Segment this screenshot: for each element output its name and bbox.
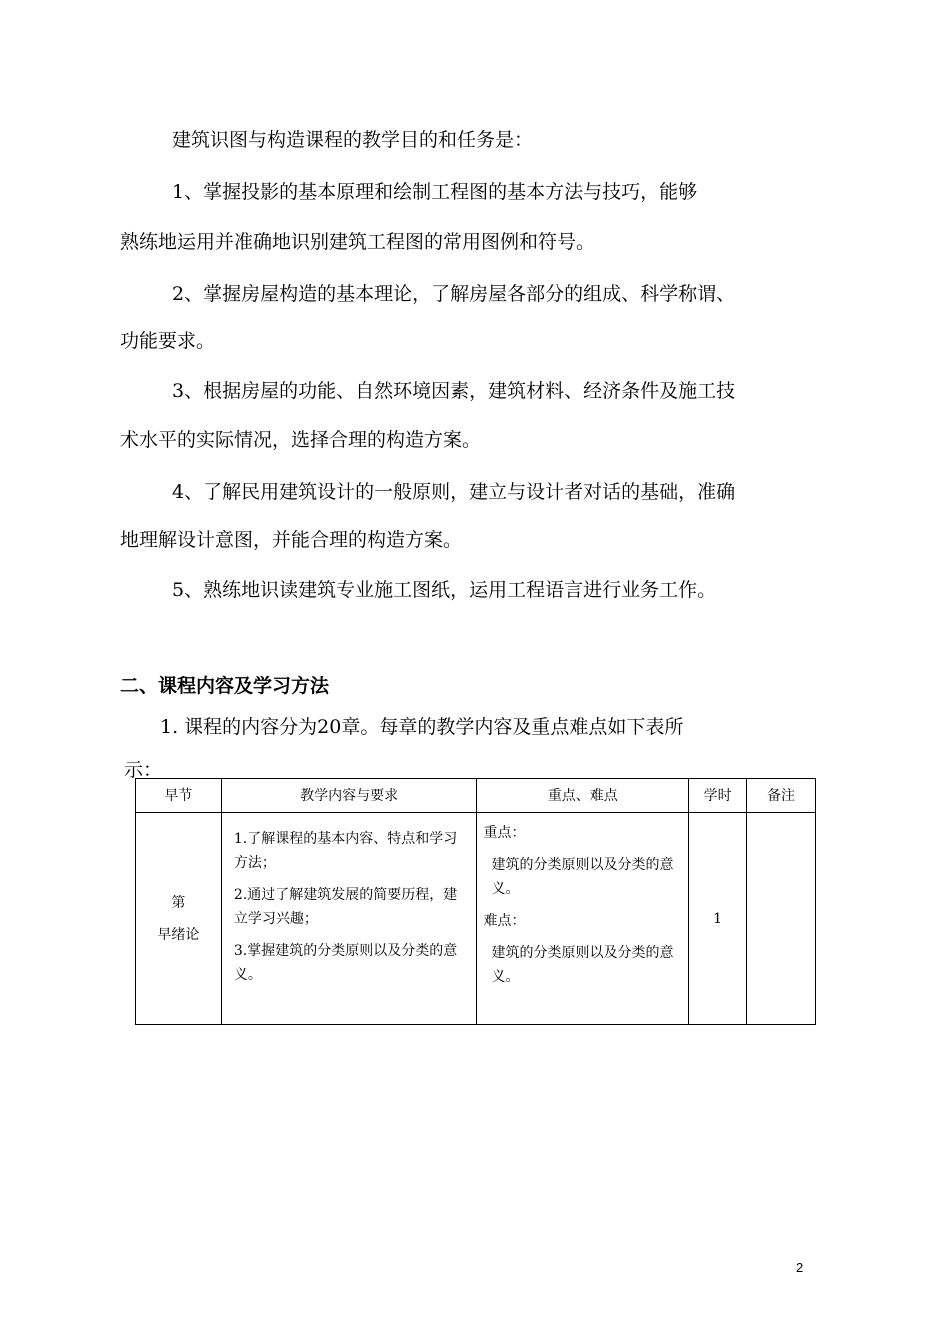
objective-2-line-2: 功能要求。 bbox=[120, 330, 216, 352]
difficulty-label: 难点： bbox=[483, 913, 526, 929]
section-2-item-1-line-1: 1. 课程的内容分为20章。每章的教学内容及重点难点如下表所 bbox=[160, 716, 684, 738]
section-2-item-1-line-2: 示： bbox=[124, 759, 163, 781]
objective-3-line-1: 3、根据房屋的功能、自然环境因素，建筑材料、经济条件及施工技 bbox=[172, 380, 736, 402]
content-cell bbox=[221, 813, 477, 1025]
table-header-row bbox=[136, 779, 816, 813]
hours-cell: 1 bbox=[689, 813, 747, 1025]
chapter-label-line-1: 第 bbox=[171, 894, 186, 911]
key-points-cell bbox=[477, 813, 689, 1025]
content-item: 3.掌握建筑的分类原则以及分类的意义。 bbox=[233, 943, 458, 983]
objective-4-line-1: 4、了解民用建筑设计的一般原则，建立与设计者对话的基础，准确 bbox=[172, 481, 736, 503]
objective-1-line-1: 1、掌握投影的基本原理和绘制工程图的基本方法与技巧，能够 bbox=[172, 181, 698, 203]
header-content: 教学内容与要求 bbox=[221, 779, 477, 813]
chapter-cell bbox=[136, 813, 222, 1025]
header-hours: 学时 bbox=[689, 779, 747, 813]
difficulty-text: 建筑的分类原则以及分类的意义。 bbox=[491, 945, 674, 985]
objective-3-line-2: 术水平的实际情况，选择合理的构造方案。 bbox=[120, 429, 482, 451]
page-number: 2 bbox=[796, 1260, 804, 1275]
objective-2-line-1: 2、掌握房屋构造的基本理论，了解房屋各部分的组成、科学称谓、 bbox=[172, 283, 736, 305]
objective-1-line-2: 熟练地运用并准确地识别建筑工程图的常用图例和符号。 bbox=[120, 231, 596, 253]
objective-4-line-2: 地理解设计意图，并能合理的构造方案。 bbox=[120, 529, 463, 551]
header-remarks: 备注 bbox=[747, 779, 816, 813]
table-row bbox=[136, 813, 816, 1025]
header-key-points: 重点、难点 bbox=[477, 779, 689, 813]
chapter-label-line-2: 早绪论 bbox=[157, 926, 200, 943]
section-2-heading: 二、课程内容及学习方法 bbox=[120, 675, 330, 697]
content-item: 1.了解课程的基本内容、特点和学习方法； bbox=[233, 831, 458, 871]
intro-paragraph: 建筑识图与构造课程的教学目的和任务是： bbox=[172, 129, 534, 151]
header-chapter: 早节 bbox=[136, 779, 222, 813]
key-point-label: 重点： bbox=[483, 825, 526, 841]
course-content-table bbox=[135, 778, 816, 1025]
remarks-cell bbox=[747, 813, 816, 1025]
key-point-text: 建筑的分类原则以及分类的意义。 bbox=[491, 857, 674, 897]
content-item: 2.通过了解建筑发展的简要历程，建立学习兴趣； bbox=[233, 887, 458, 927]
objective-5: 5、熟练地识读建筑专业施工图纸，运用工程语言进行业务工作。 bbox=[172, 579, 717, 601]
